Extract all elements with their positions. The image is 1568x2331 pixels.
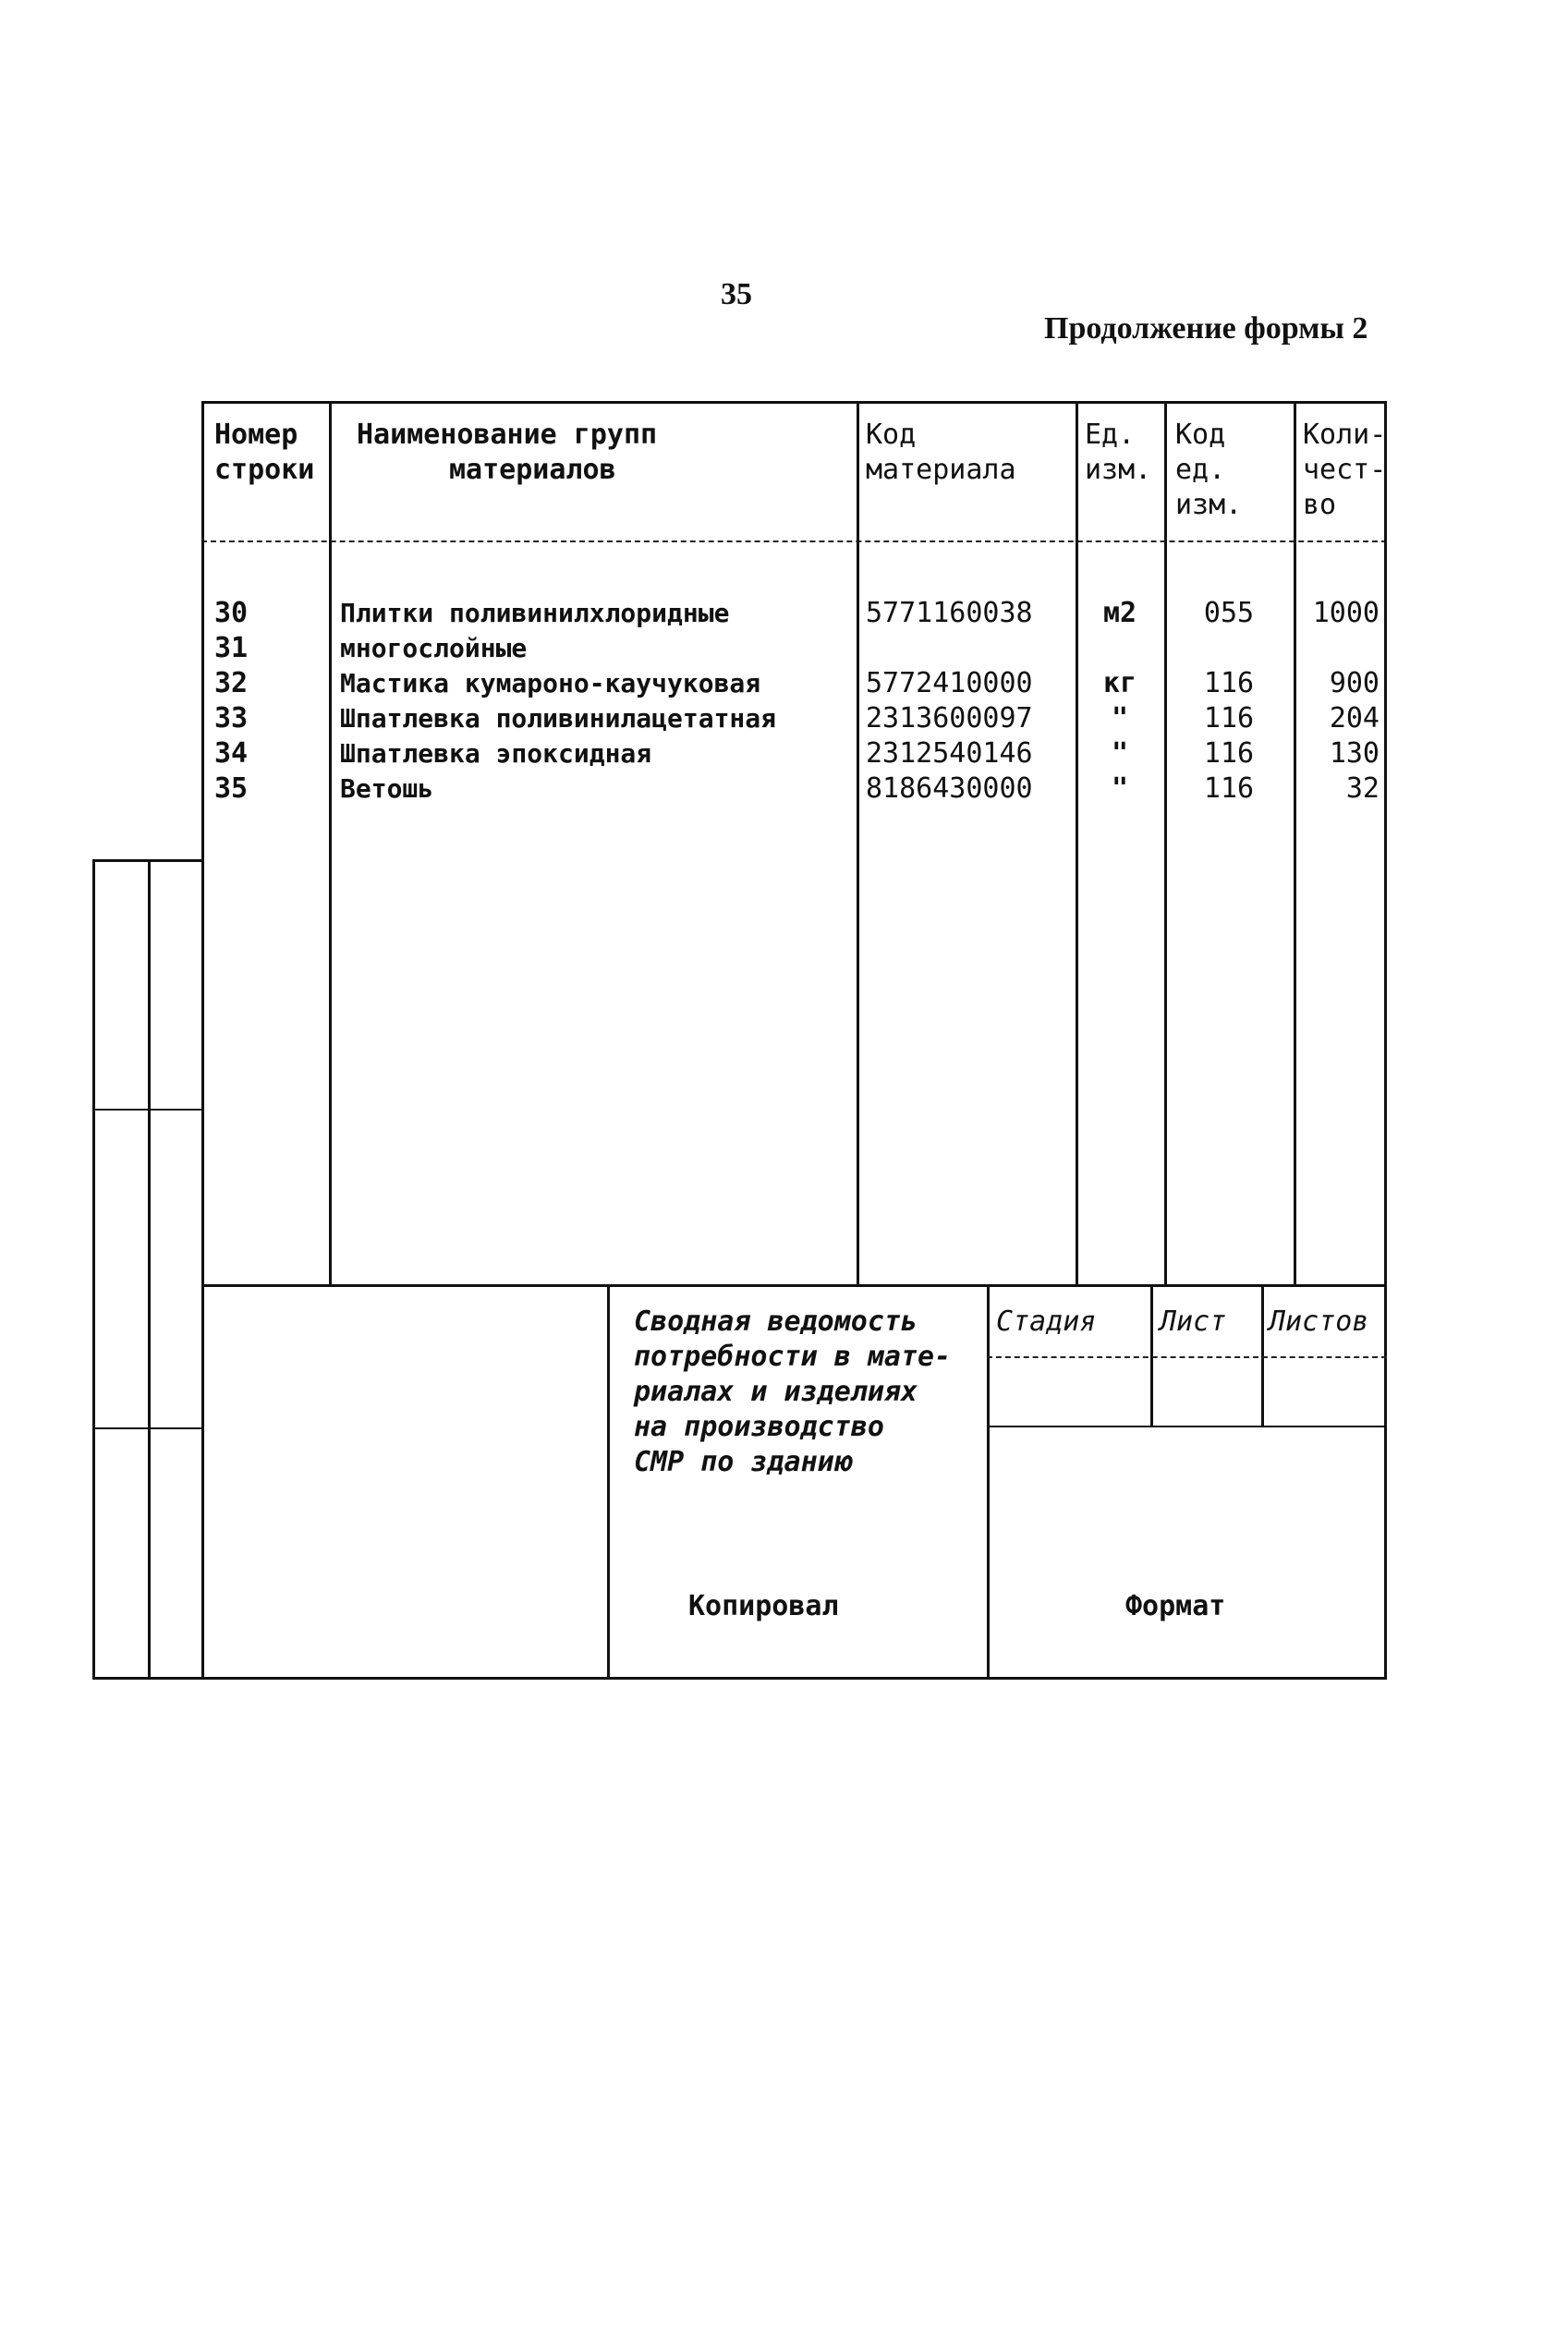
copied-label: Копировал [688,1590,839,1622]
page-number: 35 [721,277,752,311]
stage-label: Стадия [996,1305,1097,1338]
document-title: Сводная ведомость потребности в мате- риалах и изделиях на производство СМР по зданию [634,1305,952,1478]
sheets-label: Листов [1269,1305,1369,1338]
header-name: Наименование групп материалов [357,419,658,486]
header-qty: Коли- чест- во [1303,419,1387,521]
header-unit: Ед. изм. [1085,419,1152,486]
sheet-label: Лист [1160,1305,1227,1338]
header-row-no: Номер строки [214,419,315,486]
format-label: Формат [1125,1590,1226,1622]
header-unit-code: Код ед. изм. [1175,419,1243,521]
continuation-label: Продолжение формы 2 [1044,311,1368,346]
header-code: Код материала [866,419,1016,486]
